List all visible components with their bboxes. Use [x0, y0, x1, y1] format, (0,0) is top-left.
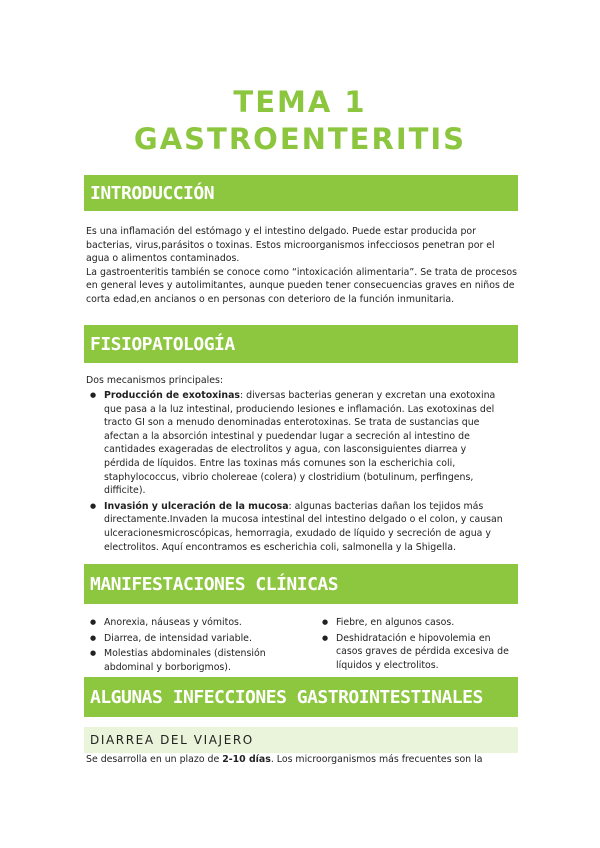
list-item: ● Deshidratación e hipovolemia en casos graves de pérdida excesiva de líquidos y electrolitos.: [320, 632, 516, 673]
section-heading-introduccion: INTRODUCCIÓN: [84, 175, 518, 211]
page-title-line2: GASTROENTERITIS: [133, 122, 467, 156]
list-item: [88, 389, 504, 498]
section-heading-manifestaciones: MANIFESTACIONES CLÍNICAS: [84, 564, 518, 604]
item-bold: Producción de exotoxinas: [104, 390, 240, 401]
list-item: [88, 500, 504, 554]
list-item: ● Molestias abdominales (distensión abdominal y borborigmos).: [88, 647, 296, 674]
intro-paragraph-2: La gastroenteritis también se conoce como “intoxicación alimentaria”. Se trata de procesos en general leves y autolimitantes, aunque pueden tener consecuencias graves en niños de corta edad,en ancianos o en personas con deterioro de la función inmunitaria.: [86, 266, 518, 305]
manif-list-left: [88, 616, 296, 676]
page-title-line1: TEMA 1: [233, 85, 367, 119]
section-heading-fisiopatologia: FISIOPATOLOGÍA: [84, 325, 518, 363]
section-heading-infecciones: ALGUNAS INFECCIONES GASTROINTESTINALES: [84, 677, 518, 717]
list-item: ● Diarrea, de intensidad variable.: [88, 632, 296, 646]
infec-text: [86, 753, 518, 767]
fisio-intro: Dos mecanismos principales:: [86, 375, 224, 386]
item-text: : diversas bacterias generan y excretan una exotoxina que pasa a la luz intestinal, produciendo lesiones e inflamación. Las exotoxinas del tracto GI son a menudo denominadas enterotoxinas. Se trata de sustancias que afectan a la absorción intestinal y puedendar lugar a secreción al intestino de cantidades exageradas de electrolitos y agua, con lasconsiguientes diarrea y pérdida de líquidos. Entre las toxinas más comunes son la escherichia coli, staphylococcus, vibrio cholereae (colera) y clostridium (botulinum, perfingens, difficite).: [104, 390, 496, 497]
manif-list-right: [320, 616, 516, 674]
intro-paragraph-1: Es una inflamación del estómago y el intestino delgado. Puede estar producida por bacterias, virus,parásitos o toxinas. Estos microorganismos infecciosos penetran por el agua o alimentos contaminados.: [86, 226, 495, 265]
infec-text-pre: Se desarrolla en un plazo de: [86, 754, 223, 765]
list-item: ● Fiebre, en algunos casos.: [320, 616, 516, 630]
list-item: ● Anorexia, náuseas y vómitos.: [88, 616, 296, 630]
item-bold: Invasión y ulceración de la mucosa: [104, 500, 289, 512]
fisio-list: [88, 389, 504, 556]
infec-text-post: . Los microorganismos más frecuentes son la: [270, 754, 483, 765]
item-text: : algunas bacterias dañan los tejidos más directamente.Invaden la mucosa intestinal del intestino delgado o el colon, y causan ulceracionesmicroscópicas, hemorragia, exudado de líquido y secreción de agua y electrolitos. Aquí encontramos es escherichia coli, salmonella y la Shigella.: [104, 500, 503, 553]
intro-text: [86, 225, 518, 307]
subheading-diarrea-viajero: DIARREA DEL VIAJERO: [84, 727, 518, 753]
infec-text-bold: 2-10 días: [222, 754, 271, 765]
